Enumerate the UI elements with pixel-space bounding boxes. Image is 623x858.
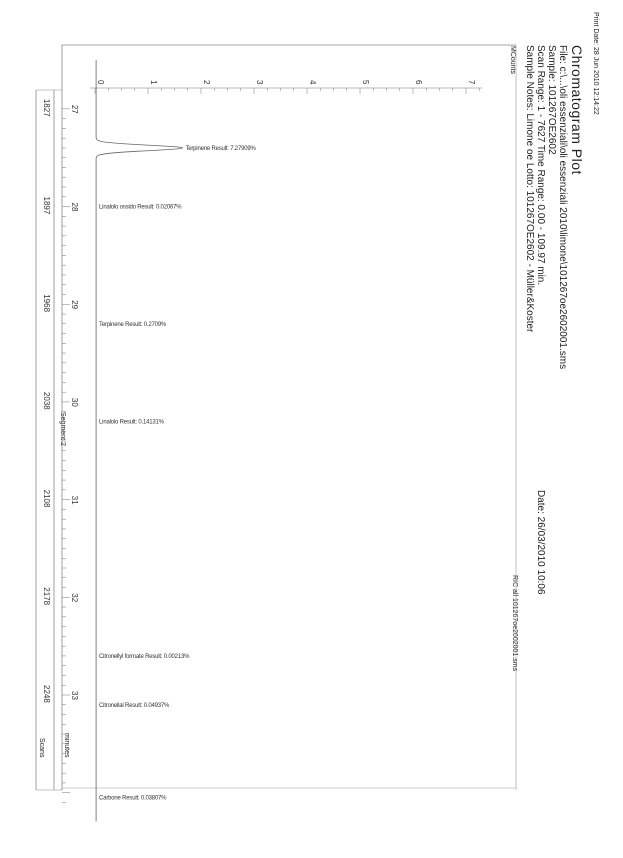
scan-tick-label: 2248 — [42, 685, 51, 703]
sample-id: Sample: 101267OE2602 — [546, 45, 557, 155]
ric-label: RIC all 101267oe2602001.sms — [511, 575, 518, 672]
peak-label: Citronellyl formate Result: 0.00213% — [99, 653, 190, 660]
x-tick-label: 31 — [70, 495, 79, 505]
x-tick-label: 29 — [70, 300, 79, 310]
file-path: File: c:\...\oli essenziali\oli essenziali 2010\limone\101267oe2602001.sms — [557, 45, 568, 370]
scan-tick-label: 1897 — [42, 196, 51, 215]
peak-label: Carbone Result: 0.03807% — [99, 795, 167, 802]
sample-notes: Sample Notes: Limone oe Lotto: 101267OE2602 - Müller&Koster — [524, 45, 535, 333]
scan-tick-label: 1827 — [42, 98, 51, 117]
y-tick-label: 3 — [255, 80, 264, 85]
scan-range: Scan Range: 1 - 7627 Time Range: 0.00 - 109.97 min. — [535, 45, 546, 286]
scans-label: Scans — [38, 738, 45, 758]
peak-label: Terpinene Result: 7.27909% — [185, 145, 256, 152]
y-tick-label: 4 — [308, 80, 317, 85]
peak-label: Linalolo ossido Result: 0.02067% — [99, 204, 182, 211]
x-tick-label: 27 — [70, 104, 79, 114]
y-axis-unit: MCounts — [509, 46, 516, 75]
segment-label: Segment 2 — [59, 412, 66, 446]
page-title: Chromatogram Plot — [569, 45, 585, 175]
y-tick-label: 0 — [96, 80, 105, 85]
y-tick-label: 6 — [414, 80, 423, 85]
y-tick-label: 7 — [467, 80, 476, 85]
y-tick-label: 1 — [149, 80, 158, 85]
x-tick-label: 28 — [70, 202, 79, 212]
x-tick-label: 30 — [70, 397, 79, 407]
scan-tick-label: 2108 — [42, 489, 51, 508]
x-tick-label: 33 — [70, 691, 79, 700]
scan-tick-label: 2178 — [42, 587, 51, 606]
peak-label: Linalolo Result: 0.14131% — [99, 419, 164, 426]
x-axis-unit: minutes — [63, 733, 70, 758]
acquisition-date: Date: 26/03/2010 10:06 — [535, 490, 546, 595]
x-tick-label: 32 — [70, 593, 79, 603]
scan-tick-label: 2038 — [42, 391, 51, 410]
y-tick-label: 5 — [361, 80, 370, 85]
peak-label: Terpinene Result: 0.2709% — [99, 321, 167, 328]
y-tick-label: 2 — [202, 80, 211, 85]
print-date: Print Date: 28 Jun 2010 12:14:22 — [592, 12, 599, 115]
peak-label: Citronellal Result: 0.04937% — [99, 702, 170, 709]
scan-tick-label: 1968 — [42, 294, 51, 313]
